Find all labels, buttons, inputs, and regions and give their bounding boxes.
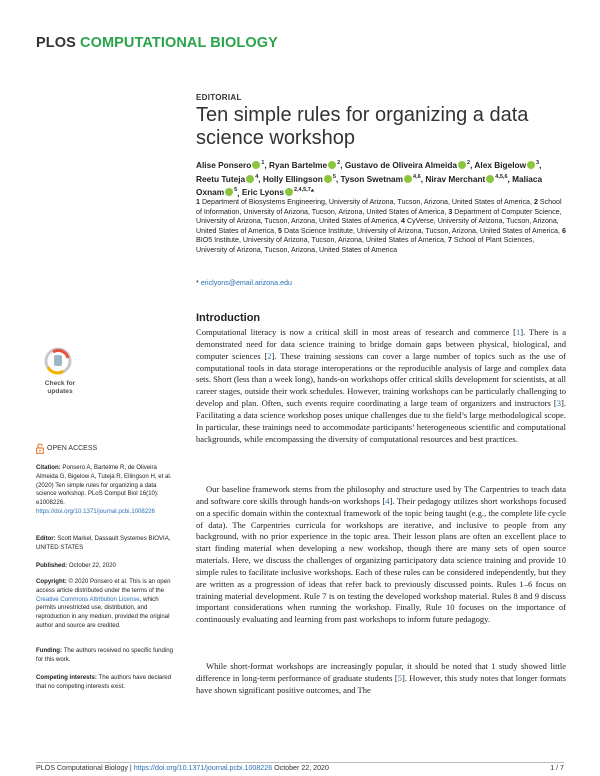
author-name: Eric Lyons <box>241 187 284 198</box>
funding-block <box>36 647 176 665</box>
affiliations <box>196 198 566 256</box>
corresponding-mark: * <box>310 187 315 198</box>
citation-text: Ponsero A, Bartelme R, de Oliveira Almeida G, Bigelow A, Tuteja R, Ellingson H, et al. (2020) Ten simple rules for organizing a data science workshop. PLoS Comput Biol 16(10): e1008226. <box>36 464 172 507</box>
section-label: EDITORIAL <box>196 93 242 102</box>
citation-ref-link[interactable]: 3 <box>556 398 562 409</box>
paragraph-text: ]. However, this study notes that longer formats have shown significant positive outcomes, and The <box>196 672 567 695</box>
orcid-icon[interactable] <box>225 188 233 196</box>
paragraph-text: Our baseline framework stems from the philosophy and structure used by The Carpentries to teach data and software core skills through hands-on workshops [ <box>196 484 566 506</box>
paragraph-text: Computational literacy is now a critical skill in most areas of research and commerce [ <box>196 327 516 337</box>
citation-ref-link[interactable]: 4 <box>385 495 390 506</box>
author <box>425 174 507 184</box>
editor-block <box>36 535 176 553</box>
copyright-text-cont: , which permits unrestricted use, distribution, and reproduction in any medium, provided the original author and source are credited. <box>36 595 170 629</box>
open-lock-icon <box>36 443 44 454</box>
orcid-icon[interactable] <box>527 161 535 169</box>
license-link[interactable]: Creative Commons Attribution License <box>36 595 140 603</box>
author-name: Nirav Merchant <box>425 173 486 184</box>
author-list: Alise Ponsero $^1$, Ryan Bartelme $^2$, Gustavo de Oliveira Almeida $^2$, Alex Bigelow $^3$, Reetu Tuteja $^4$, Holly Ellingson $^5$, Tyson Swetnam $^{4,6}$, Nirav Merchant $^{4,5,6}$, Maliaca Oxnam $^5$, Eric Lyons $^{2,4,5,7}$* <box>196 159 543 198</box>
author-name: Gustavo de Oliveira Almeida <box>344 159 458 170</box>
affiliation-text: CyVerse, University of Arizona, Tucson, Arizona, United States of America, <box>196 217 559 235</box>
author <box>196 160 264 170</box>
paragraph-text: ]. These training sessions can cover a large number of topics such as the use of computational tools in data storage interoperations or the reproducible analysis of large and complex data sets. Short (less than a week long), hands-on workshops offer critical skills development for scientists, at all career stages, outside their work schedules. However, training workshops can be particularly challenging to develop and plan. Often, such events require coordinating a large team of organizers and instructors [ <box>196 350 567 409</box>
author-affiliation-ref: 3 <box>536 160 540 166</box>
affiliation-text: Department of Biosystems Engineering, University of Arizona, Tucson, Arizona, United States of America, <box>201 198 532 206</box>
orcid-icon[interactable] <box>328 161 336 169</box>
author <box>474 160 539 170</box>
affiliation-number: 3 <box>448 207 453 216</box>
copyright-label: Copyright: <box>36 578 67 585</box>
citation-ref-link[interactable]: 5 <box>397 672 402 683</box>
author-name: Alex Bigelow <box>474 159 527 170</box>
author-name: Alise Ponsero <box>196 159 252 170</box>
open-access-badge <box>36 443 97 454</box>
orcid-icon[interactable] <box>252 161 260 169</box>
affiliation-number: 5 <box>278 226 282 235</box>
correspondence <box>196 279 292 287</box>
journal-name: COMPUTATIONAL BIOLOGY <box>80 35 278 51</box>
article-title: Ten simple rules for organizing a data science workshop <box>196 104 529 149</box>
publisher-name: PLOS <box>36 35 76 51</box>
author <box>269 160 340 170</box>
footer-doi-link[interactable]: https://doi.org/10.1371/journal.pcbi.1008226 <box>133 764 273 772</box>
competing-text: The authors have declared that no competing interests exist. <box>36 674 172 690</box>
author-affiliation-ref: 2 <box>337 160 341 166</box>
author-affiliation-ref: 4 <box>255 173 259 180</box>
affiliation-text: School of Information, University of Arizona, Tucson, Arizona, United States of America, <box>196 198 562 216</box>
orcid-icon[interactable] <box>458 161 466 169</box>
affiliation-text: Department of Computer Science, University of Arizona, Tucson, Arizona, United States of America, <box>196 207 562 226</box>
citation-label: Citation: <box>36 464 61 471</box>
published-date: October 22, 2020 <box>68 562 116 569</box>
paragraph-text: ]. Their pedagogy utilizes short workshops focused on a specific domain within the contextual framework of the topic being taught (e.g., the complete life cycle of data). The Carpentries curricula for workshops are iterative, and inclusive to people from any background, with no prior experience in the topic area. Their lesson plans are often an excellent place to start finding material when developing a new workshop, though there are many sets of open source materials. Here, we discuss the challenges of organizing participatory data science training and provide 10 simple rules to facilitate inclusive workshops. Each of these rules can be considered independently, but they are written as a progression of ideas that refer back to previously discussed points. Rules 1–6 focus on training material development. Rule 7 is on testing the developed workshop material. Rules 8 and 9 discuss important considerations when running the workshop. Finally, Rule 10 focuses on the importance of continuously evaluating and learning from past workshops to inform future pedagogy. <box>196 495 566 625</box>
orcid-icon[interactable] <box>285 188 293 196</box>
paragraph-text: While short-format workshops are increasingly popular, it should be noted that 1 study showed little difference in long-term performance of graduate students [ <box>196 661 566 683</box>
affiliation-number: 6 <box>561 226 566 235</box>
author <box>196 174 258 184</box>
affiliation-text: Data Science Institute, University of Arizona, Tucson, Arizona, United States of America, <box>283 226 560 235</box>
paragraph <box>196 327 566 445</box>
correspondence-mark: * <box>196 279 199 287</box>
paragraph <box>196 661 566 697</box>
open-access-label: OPEN ACCESS <box>47 445 98 452</box>
published-block <box>36 562 176 571</box>
footer-separator: | <box>129 764 132 772</box>
author <box>263 174 336 184</box>
paragraph-text: ]. Facilitating a data science workshop poses unique challenges due to the field’s large methodological scope. In particular, these trainings need to accommodate participants’ heterogeneous scientific and computational backgrounds, while encompassing the diversity of computational resources and best practices. <box>196 398 566 444</box>
page-footer <box>36 764 329 772</box>
affiliation-number: 2 <box>533 198 538 206</box>
copyright-block <box>36 578 176 631</box>
author-name: Maliaca Oxnam <box>196 173 543 198</box>
paragraph-text: ]. There is a demonstrated need for data science training to bridge domain gaps between physical, biological, and computer sciences [ <box>196 327 566 361</box>
section-heading: Introduction <box>196 312 261 324</box>
author-name: Reetu Tuteja <box>196 173 246 184</box>
page-number: 1 / 7 <box>550 764 564 772</box>
citation-doi-link[interactable]: https://doi.org/10.1371/journal.pcbi.1008226 <box>36 507 155 515</box>
editor-label: Editor: <box>36 535 56 542</box>
author-affiliation-ref: 2 <box>467 160 471 166</box>
author <box>242 187 314 197</box>
footer-date: October 22, 2020 <box>274 764 329 772</box>
footer-divider <box>36 762 564 763</box>
author <box>341 174 421 184</box>
copyright-text: © 2020 Ponsero et al. This is an open access article distributed under the terms of the <box>36 578 171 594</box>
author-name: Holly Ellingson <box>262 173 323 184</box>
citation-ref-link[interactable]: 1 <box>515 327 521 337</box>
competing-interests-block <box>36 674 176 692</box>
author-name: Ryan Bartelme <box>269 159 328 170</box>
affiliation-number: 7 <box>447 236 452 245</box>
editor-text: Scott Markel, Dassault Systemes BIOVIA, UNITED STATES <box>36 535 171 551</box>
competing-label: Competing interests: <box>36 674 97 681</box>
published-label: Published: <box>36 562 68 569</box>
correspondence-email-link[interactable]: ericlyons@email.arizona.edu <box>200 279 292 287</box>
author-affiliation-ref: 4,5,6 <box>495 173 508 180</box>
author-affiliation-ref: 1 <box>261 160 265 166</box>
citation-block <box>36 464 176 517</box>
author-affiliation-ref: 4,6 <box>413 173 421 180</box>
affiliation-number: 4 <box>401 217 405 226</box>
orcid-icon[interactable] <box>246 175 254 183</box>
orcid-icon[interactable] <box>486 175 494 183</box>
affiliation-number: 1 <box>196 198 200 206</box>
orcid-icon[interactable] <box>324 175 332 183</box>
author-name: Tyson Swetnam <box>340 173 404 184</box>
author-affiliation-ref: 5 <box>332 173 336 180</box>
check-for-updates-label[interactable]: Check for updates <box>44 380 76 395</box>
author-affiliation-ref: 2,4,5,7 <box>293 187 311 194</box>
orcid-icon[interactable] <box>404 175 412 183</box>
author-affiliation-ref: 5 <box>234 187 238 194</box>
footer-journal: PLOS Computational Biology <box>36 764 128 772</box>
funding-text: The authors received no specific funding for this work. <box>36 647 174 663</box>
citation-ref-link[interactable]: 2 <box>267 350 272 361</box>
journal-header <box>36 35 278 51</box>
affiliation-text: School of Plant Sciences, University of Arizona, Tucson, Arizona, United States of America <box>196 236 535 254</box>
affiliation-text: BIO5 Institute, University of Arizona, Tucson, Arizona, United States of America, <box>196 236 446 245</box>
paragraph <box>196 484 566 626</box>
funding-label: Funding: <box>36 647 63 654</box>
author <box>345 160 470 170</box>
